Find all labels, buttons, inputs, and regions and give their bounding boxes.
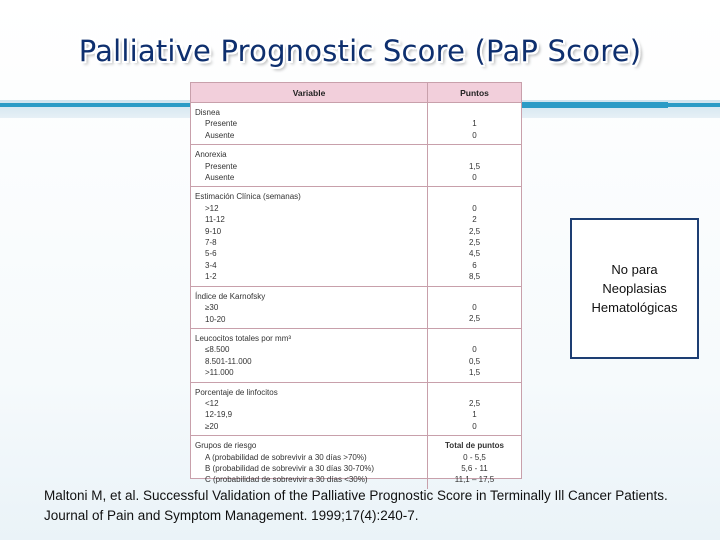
row-label: 10-20: [205, 314, 226, 324]
row-label: 12-19,9: [205, 410, 233, 420]
row-points: 4,5: [468, 249, 481, 259]
points-cell: [428, 329, 521, 382]
slide-title: Palliative Prognostic Score (PaP Score): [78, 34, 642, 68]
points-spacer: [428, 387, 521, 398]
note-line: No para: [611, 262, 658, 277]
variable-cell: [191, 103, 428, 144]
row-points: 1,5: [468, 368, 481, 378]
row-points: 0: [472, 130, 477, 140]
row-label: Ausente: [205, 130, 235, 140]
header-variable: Variable: [191, 83, 428, 102]
points-spacer: [428, 107, 521, 118]
citation: Maltoni M, et al. Successful Validation of the Palliative Prognostic Score in Terminally Ill Cancer Patients. Journal of Pain and Symptom Management. 1999;17(4):240-7.: [44, 488, 668, 523]
row-points: 0,5: [468, 356, 481, 366]
points-spacer: [428, 291, 521, 302]
note-line: Hematológicas: [591, 300, 678, 315]
row-points: 1: [472, 410, 477, 420]
points-cell: [428, 145, 521, 186]
row-label: ≥20: [205, 421, 219, 431]
table-section: [191, 187, 521, 286]
row-label: Ausente: [205, 173, 235, 183]
section-heading: Anorexia: [195, 150, 227, 160]
points-cell: [428, 103, 521, 144]
section-heading: Leucocitos totales por mm³: [195, 333, 292, 343]
pap-score-table: [190, 82, 522, 485]
table-section: [191, 329, 521, 383]
note-line: Neoplasias: [602, 281, 667, 296]
table-section: [191, 145, 521, 187]
row-label: >11.000: [205, 368, 234, 378]
points-cell: [428, 187, 521, 285]
section-heading: Grupos de riesgo: [195, 441, 257, 451]
row-label: 7-8: [205, 238, 217, 248]
row-label: A (probabilidad de sobrevivir a 30 días >70%): [205, 452, 367, 462]
row-points: 0: [472, 421, 477, 431]
points-spacer: [428, 191, 521, 202]
section-heading: Porcentaje de linfocitos: [195, 387, 278, 397]
row-label: 8.501-11.000: [205, 356, 252, 366]
points-spacer: [428, 149, 521, 160]
row-points: 11,1 – 17,5: [454, 475, 495, 485]
row-points: 5,6 - 11: [461, 463, 488, 473]
variable-cell: [191, 287, 428, 328]
row-points: 2: [472, 215, 477, 225]
row-label: 9-10: [205, 226, 222, 236]
row-points: 2,5: [468, 226, 481, 236]
table-section: [191, 383, 521, 437]
variable-cell: [191, 145, 428, 186]
note-text: [592, 260, 678, 317]
row-label: 1-2: [205, 272, 217, 282]
section-heading: Disnea: [195, 108, 220, 117]
variable-cell: [191, 329, 428, 382]
row-label: Presente: [205, 161, 238, 171]
header-points: Puntos: [460, 87, 489, 98]
row-label: C (probabilidad de sobrevivir a 30 días <30%): [205, 475, 368, 485]
row-points: 0 - 5,5: [463, 452, 486, 462]
row-label: <12: [205, 398, 219, 408]
table-section: [191, 436, 521, 489]
section-heading: Índice de Karnofsky: [195, 291, 266, 301]
row-label: 11-12: [205, 215, 225, 225]
row-points: 6: [472, 260, 477, 270]
row-points: 0: [472, 173, 477, 183]
row-points: 1: [472, 119, 477, 129]
row-points: 0: [472, 345, 477, 355]
row-points: 2,5: [468, 238, 481, 248]
row-label: B (probabilidad de sobrevivir a 30 días 30-70%): [205, 463, 374, 473]
section-heading: Estimación Clínica (semanas): [195, 192, 301, 202]
row-points: 2,5: [468, 314, 481, 324]
row-points: 0: [472, 203, 477, 213]
variable-cell: [191, 187, 428, 285]
note-box: [570, 218, 699, 359]
points-cell: [428, 436, 521, 489]
table-section: [191, 103, 521, 145]
row-label: ≥30: [205, 303, 219, 313]
row-points: 1,5: [468, 161, 481, 171]
row-points: 2,5: [468, 398, 481, 408]
variable-cell: [191, 436, 428, 489]
points-cell: [428, 383, 521, 436]
table-body: [191, 103, 521, 489]
row-label: Presente: [205, 119, 238, 129]
points-heading: Total de puntos: [445, 441, 504, 451]
row-label: ≤8.500: [205, 345, 230, 355]
variable-cell: [191, 383, 428, 436]
row-points: 8,5: [468, 272, 481, 282]
table-header: [191, 83, 521, 103]
table-section: [191, 287, 521, 329]
points-spacer: [428, 333, 521, 344]
row-label: 3-4: [205, 260, 217, 270]
accent-rule-right: [520, 102, 668, 108]
row-label: >12: [205, 203, 219, 213]
row-points: 0: [472, 303, 477, 313]
row-label: 5-6: [205, 249, 217, 259]
points-cell: [428, 287, 521, 328]
